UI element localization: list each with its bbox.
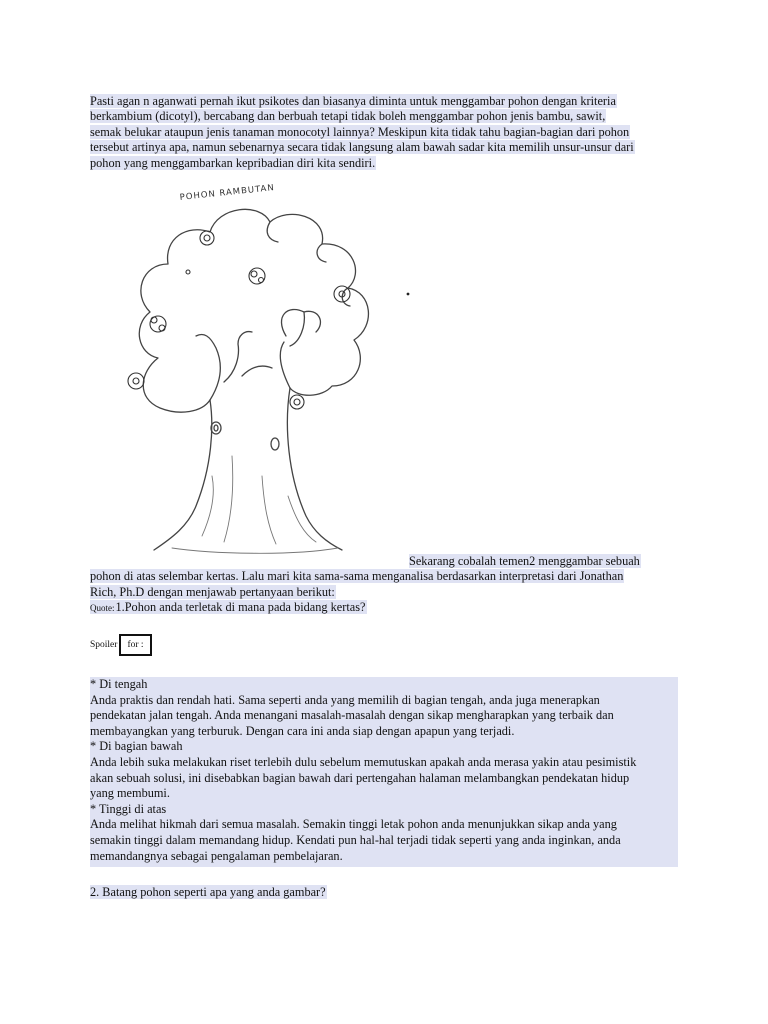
quote-question: [90, 600, 680, 616]
continuation-line: Sekarang cobalah temen2 menggambar sebuah: [409, 554, 640, 568]
answer-line: semakin tinggi dalam memandang hidup. Kendati pun hal-hal terjadi tidak seperti yang anda inginkan, anda: [90, 832, 621, 847]
answer-line: Anda melihat hikmah dari semua masalah. Semakin tinggi letak pohon anda menunjukkan sikap anda yang: [90, 817, 617, 832]
intro-line: semak belukar ataupun jenis tanaman monocotyl lainnya? Meskipun kita tidak tahu bagian-bagian dari pohon: [90, 124, 630, 139]
spoiler-toggle-button[interactable]: for :: [119, 634, 151, 656]
answer-line: yang membumi.: [90, 786, 170, 801]
spoiler-block: [90, 634, 152, 656]
answer-line: membayangkan yang terburuk. Dengan cara ini anda siap dengan apapun yang terjadi.: [90, 723, 515, 738]
answer-line: * Di bagian bawah: [90, 739, 183, 754]
spoiler-content: [90, 677, 678, 867]
continuation-paragraph: [90, 554, 680, 617]
continuation-line: Rich, Ph.D dengan menjawab pertanyaan berikut:: [90, 584, 335, 599]
answer-line: Anda lebih suka melakukan riset terlebih dulu sebelum memutuskan apakah anda merasa yakin atau pesimistik: [90, 754, 637, 769]
answer-line: pendekatan jalan tengah. Anda menangani masalah-masalah dengan sikap mengharapkan yang terbaik dan: [90, 708, 614, 723]
intro-line: berkambium (dicotyl), bercabang dan berbuah tetapi tidak boleh menggambar pohon jenis bambu, sawit,: [90, 109, 606, 124]
spoiler-label: Spoiler: [90, 640, 118, 650]
quote-tag: Quote:: [90, 603, 115, 614]
tree-sketch-icon: [92, 176, 410, 564]
question-2: 2. Batang pohon seperti apa yang anda gambar?: [90, 885, 326, 899]
intro-line: Pasti agan n aganwati pernah ikut psikotes dan biasanya diminta untuk menggambar pohon dengan kriteria: [90, 94, 616, 108]
sketch-label: POHON RAMBUTAN: [179, 183, 276, 203]
answer-line: Anda praktis dan rendah hati. Sama seperti anda yang memilih di bagian tengah, anda juga menerapkan: [90, 692, 600, 707]
intro-paragraph: [90, 94, 680, 171]
intro-line: tersebut artinya apa, namun sebenarnya secara tidak langsung alam bawah sadar kita memilih unsur-unsur dari: [90, 140, 634, 155]
question-1: 1.Pohon anda terletak di mana pada bidang kertas?: [115, 600, 366, 615]
answer-line: memandangnya sebagai pengalaman pembelajaran.: [90, 848, 343, 863]
intro-line: pohon yang menggambarkan kepribadian diri kita sendiri.: [90, 155, 376, 170]
answer-line: * Tinggi di atas: [90, 801, 167, 816]
continuation-line: pohon di atas selembar kertas. Lalu mari kita sama-sama menganalisa berdasarkan interpretasi dari Jonathan: [90, 569, 624, 584]
answer-line: * Di tengah: [90, 677, 148, 691]
answer-line: akan sebuah solusi, ini disebabkan bagian bawah dari pertengahan halaman melambangkan pendekatan hidup: [90, 770, 630, 785]
